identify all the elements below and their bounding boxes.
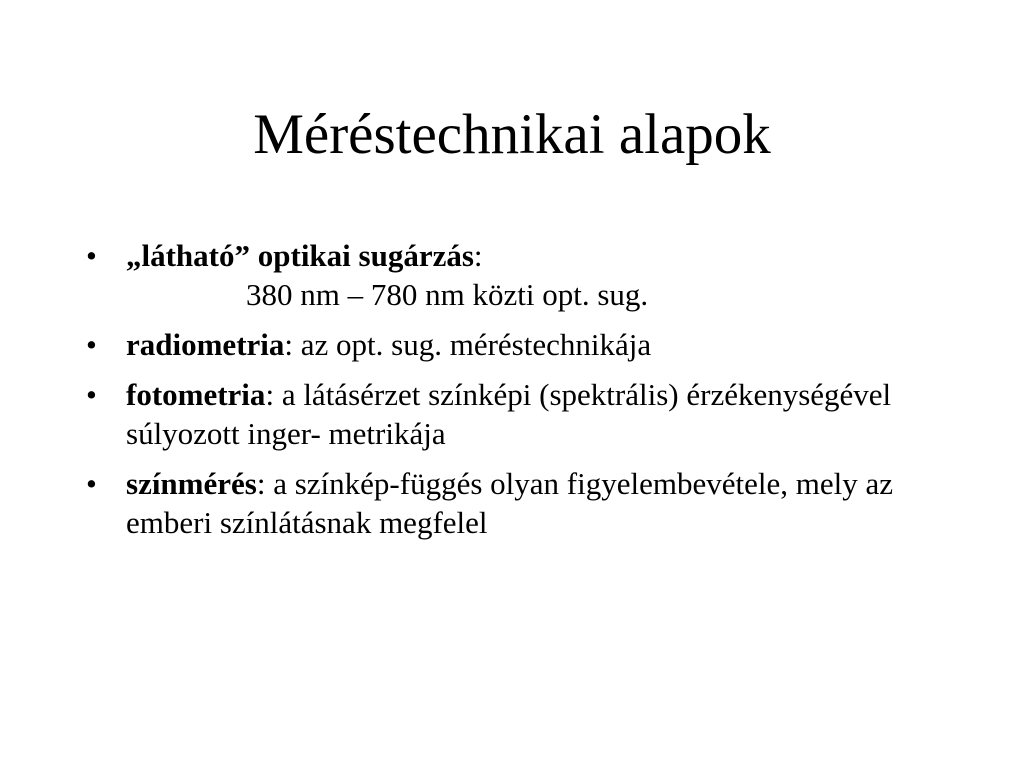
bullet-item-fotometria (86, 375, 986, 453)
bullet-term: színmérés (126, 466, 257, 501)
bullet-text: az opt. sug. méréstechnikája (293, 327, 652, 362)
slide-title: Méréstechnikai alapok (253, 103, 771, 166)
bullet-term: fotometria (126, 377, 266, 412)
bullet-item-szinmeres (86, 464, 986, 542)
bullet-text: a színkép-függés olyan figyelembevétele, mely az emberi színlátásnak megfelel (126, 466, 893, 540)
bullet-item-lathato (86, 236, 986, 314)
bullet-continuation: 380 nm – 780 nm közti opt. sug. (246, 277, 649, 312)
bullet-text: a látásérzet színképi (spektrális) érzékenységével súlyozott inger- metrikája (126, 377, 892, 451)
bullet-separator: : (265, 377, 275, 412)
bullet-item-radiometria (86, 325, 986, 364)
bullet-separator: : (284, 327, 294, 362)
bullet-separator: : (256, 466, 266, 501)
bullet-icon: • (86, 377, 97, 412)
bullet-term: „látható” optikai sugárzás (126, 238, 474, 273)
bullet-icon: • (86, 238, 97, 273)
bullet-icon: • (86, 327, 97, 362)
bullet-list (86, 236, 986, 553)
bullet-icon: • (86, 466, 97, 501)
bullet-term: radiometria (126, 327, 285, 362)
bullet-separator: : (473, 238, 483, 273)
